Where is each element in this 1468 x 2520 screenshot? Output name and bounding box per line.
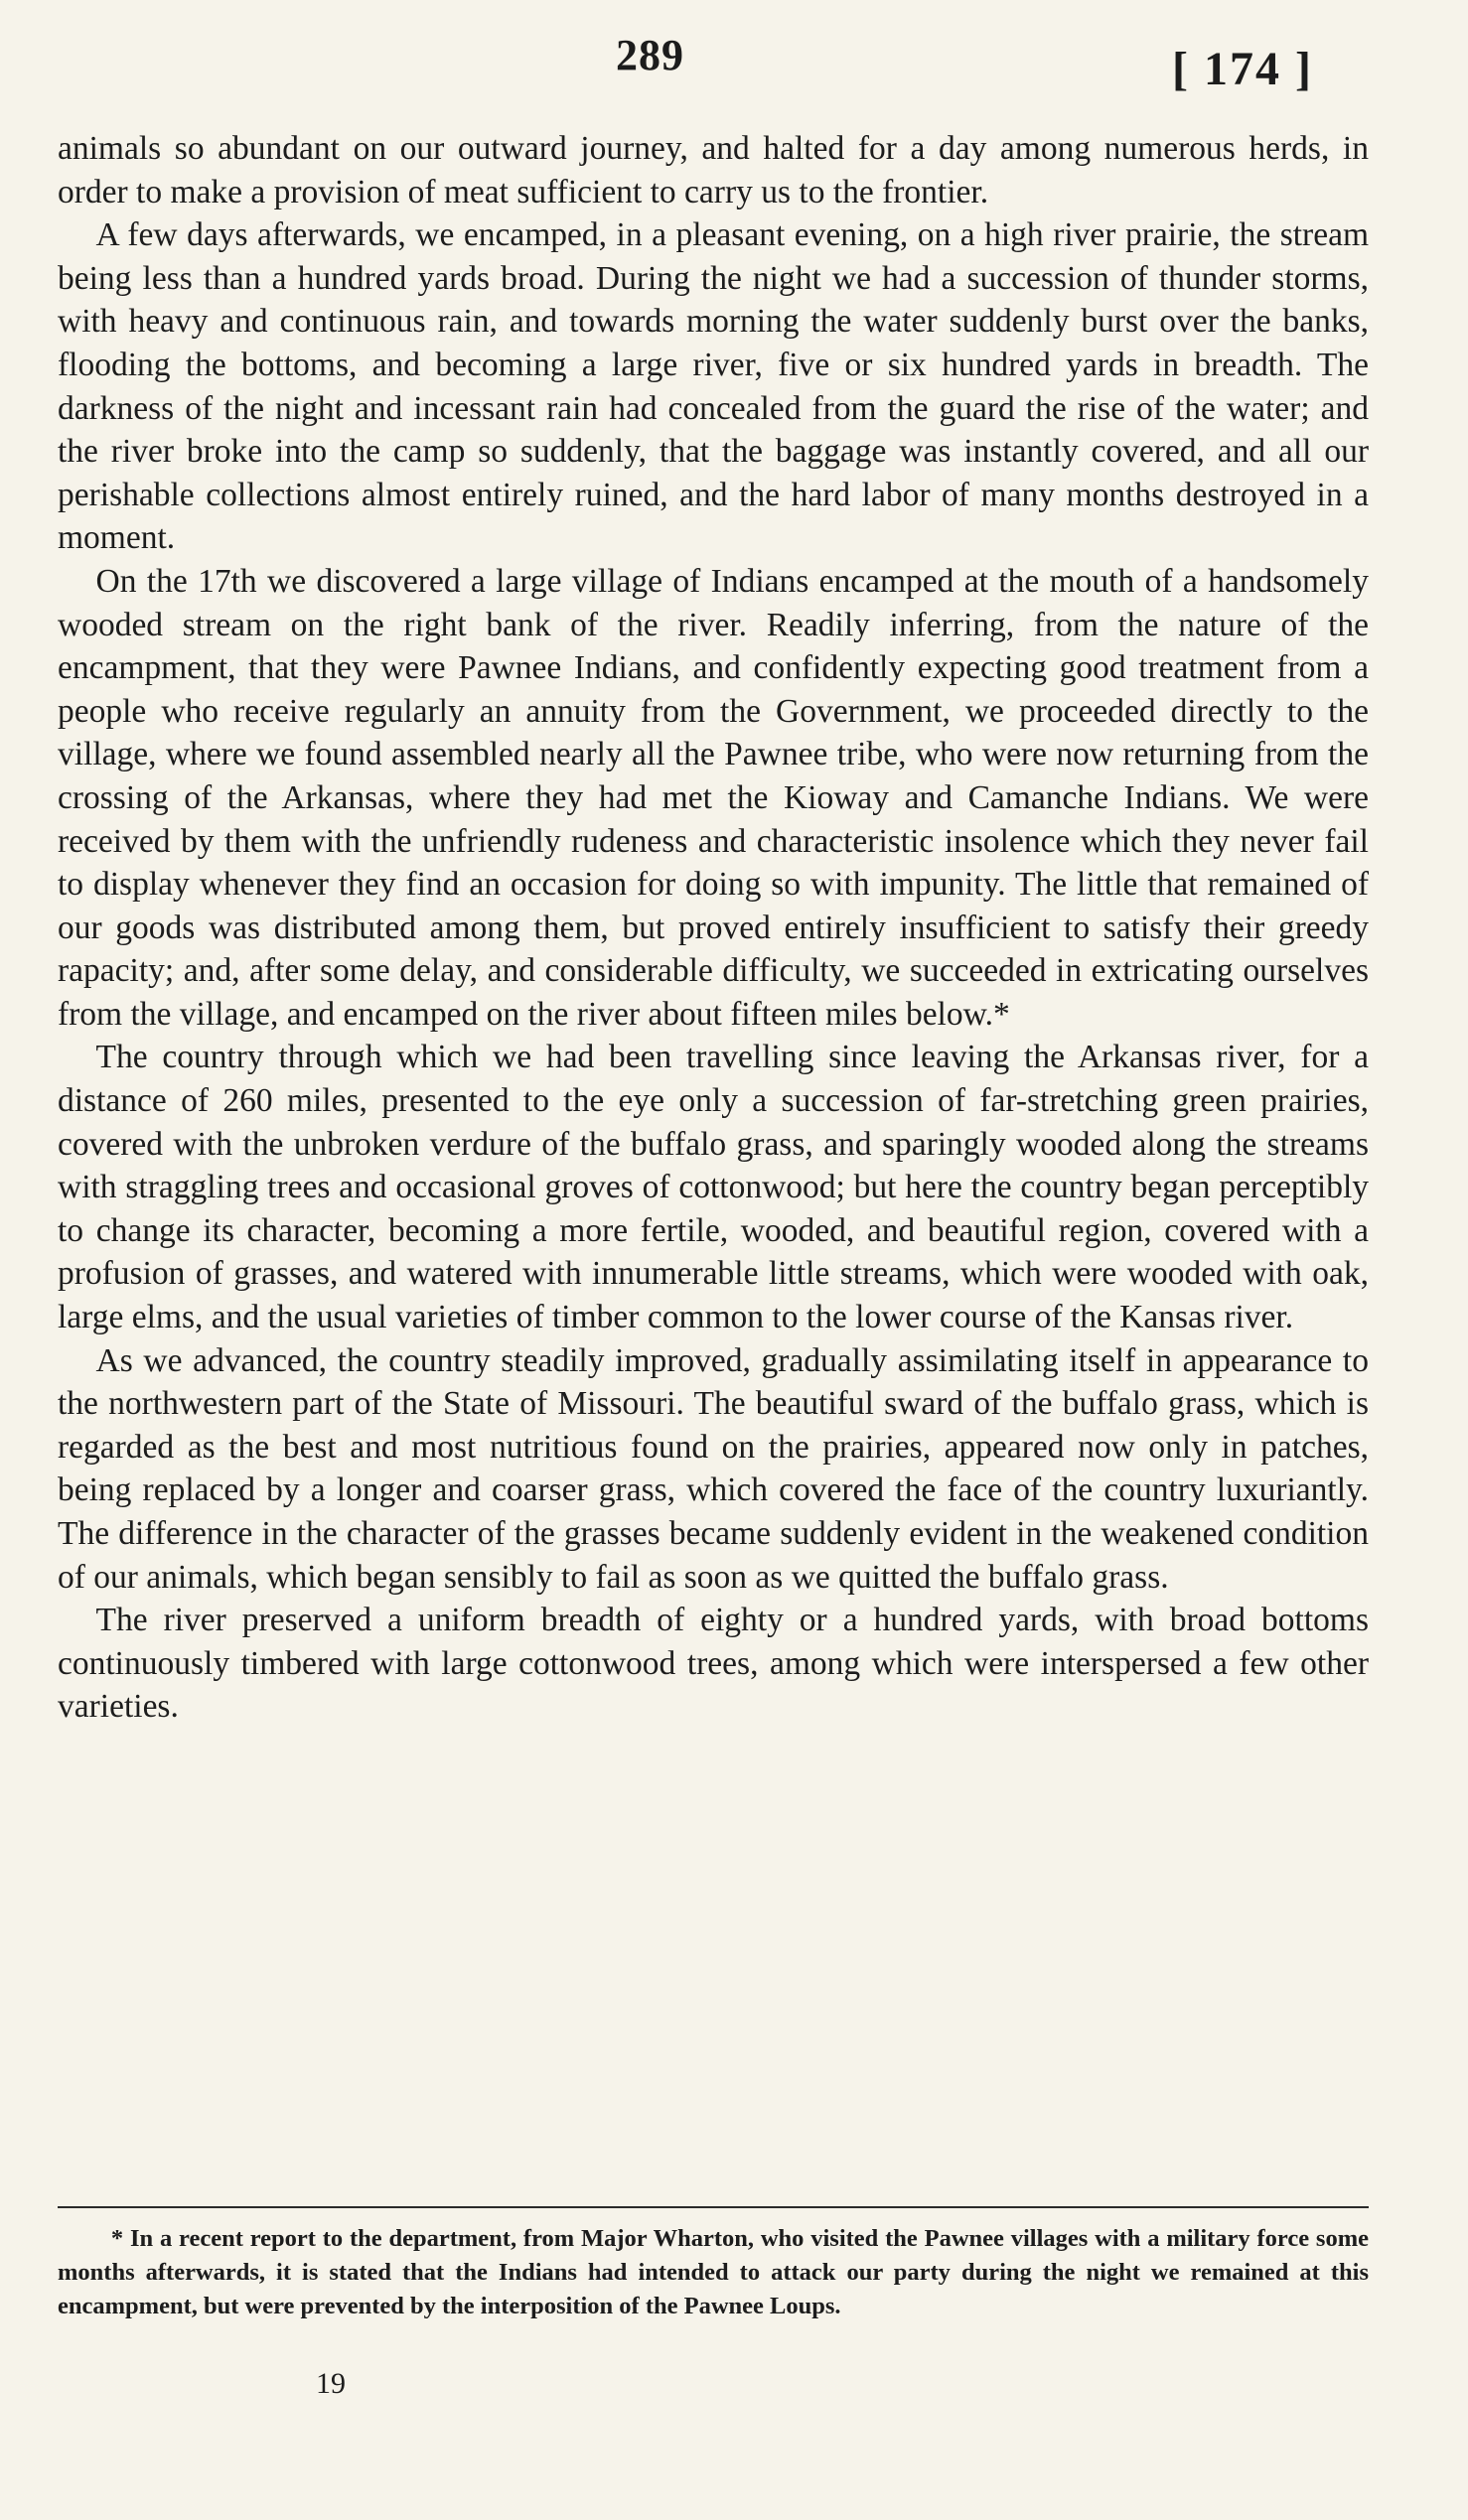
paragraph: On the 17th we discovered a large village of Indians encamped at the mouth of a handsomely wooded stream on the right bank of the river. Readily inferring, from the nature of the encampment, that they were Pawnee Indians, and confidently expecting good treatment from a people who receive regularly an annuity from the Government, we proceeded directly to the village, where we found assembled nearly all the Pawnee tribe, who were now returning from the crossing of the Arkansas, where they had met the Kioway and Camanche Indians. We were received by them with the unfriendly rudeness and characteristic insolence which they never fail to display whenever they find an occasion for doing so with impunity. The little that remained of our goods was distributed among them, but proved entirely insufficient to satisfy their greedy rapacity; and, after some delay, and considerable difficulty, we succeeded in extricating ourselves from the village, and encamped on the river about fifteen miles below.*: [58, 562, 1369, 1033]
page-number: 289: [616, 31, 684, 79]
paragraph: The country through which we had been travelling since leaving the Arkansas river, for a distance of 260 miles, presented to the eye only a succession of far-stretching green prairies, covered with the unbroken verdure of the buffalo grass, and sparingly wooded along the streams with straggling trees and occasional groves of cottonwood; but here the country began perceptibly to change its character, becoming a more fertile, wooded, and beautiful region, covered with a profusion of grasses, and watered with innumerable little streams, which were wooded with oak, large elms, and the usual varieties of timber common to the lower course of the Kansas river.: [58, 1039, 1369, 1336]
body-text: [58, 127, 1369, 1729]
footnote: * In a recent report to the department, from Major Wharton, who visited the Pawnee villages with a military force some months afterwards, it is stated that the Indians had intended to attack our party during the night we remained at this encampment, but were prevented by the interposition of the Pawnee Loups.: [58, 2225, 1369, 2319]
paragraph: animals so abundant on our outward journey, and halted for a day among numerous herds, in order to make a provision of meat sufficient to carry us to the frontier.: [58, 130, 1369, 210]
paragraph: As we advanced, the country steadily improved, gradually assimilating itself in appearance to the northwestern part of the State of Missouri. The beautiful sward of the buffalo grass, which is regarded as the best and most nutritious found on the prairies, appeared now only in patches, being replaced by a longer and coarser grass, which covered the face of the country luxuriantly. The difference in the character of the grasses became suddenly evident in the weakened condition of our animals, which began sensibly to fail as soon as we quitted the buffalo grass.: [58, 1341, 1369, 1596]
paragraph: The river preserved a uniform breadth of eighty or a hundred yards, with broad bottoms continuously timbered with large cottonwood trees, among which were interspersed a few other varieties.: [58, 1602, 1369, 1726]
paragraph: A few days afterwards, we encamped, in a pleasant evening, on a high river prairie, the stream being less than a hundred yards broad. During the night we had a succession of thunder storms, with heavy and continuous rain, and towards morning the water suddenly burst over the banks, flooding the bottoms, and becoming a large river, five or six hundred yards in breadth. The darkness of the night and incessant rain had concealed from the guard the rise of the water; and the river broke into the camp so suddenly, that the baggage was instantly covered, and all our perishable collections almost entirely ruined, and the hard labor of many months destroyed in a moment.: [58, 216, 1369, 557]
document-number: [ 174 ]: [1172, 43, 1313, 95]
signature-mark: 19: [316, 2367, 346, 2400]
footnote-divider: [58, 2206, 1369, 2208]
